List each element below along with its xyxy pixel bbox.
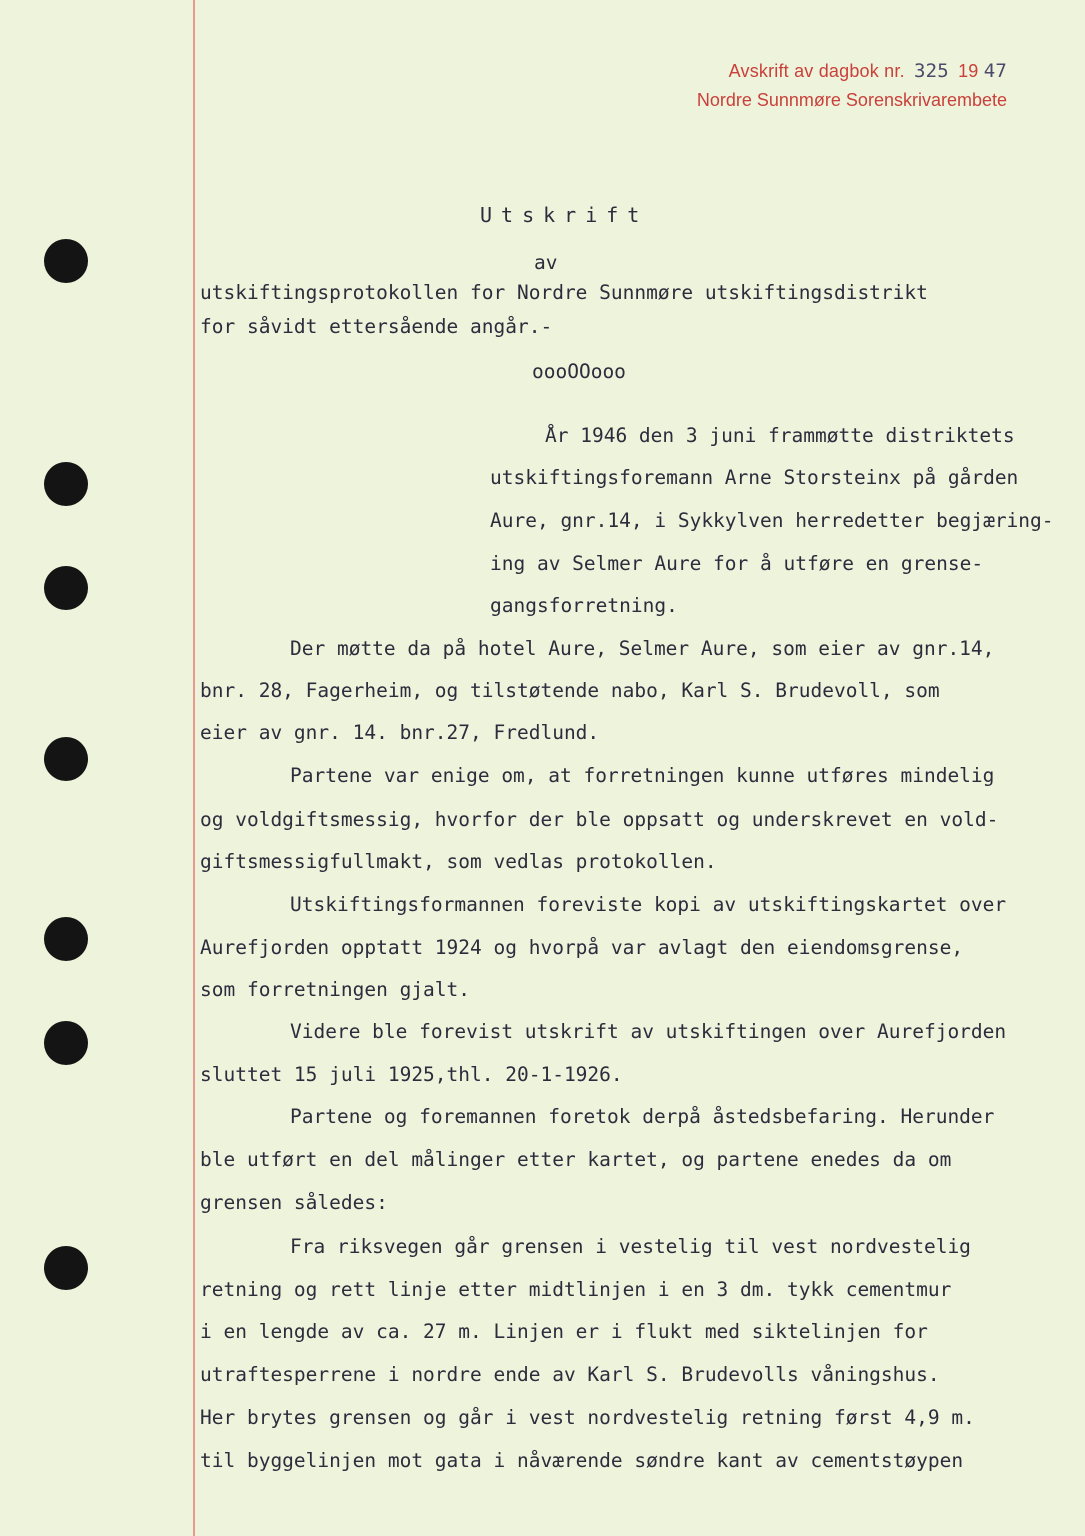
text-line: i en lengde av ca. 27 m. Linjen er i flukt med siktelinjen for [200, 1320, 928, 1343]
text-line: År 1946 den 3 juni frammøtte distriktets [545, 424, 1015, 447]
text-line: Der møtte da på hotel Aure, Selmer Aure, som eier av gnr.14, [290, 637, 995, 660]
year-suffix: 47 [983, 60, 1007, 82]
text-line: gangsforretning. [490, 594, 678, 617]
punch-hole [44, 462, 88, 506]
text-line: bnr. 28, Fagerheim, og tilstøtende nabo, Karl S. Brudevoll, som [200, 679, 940, 702]
punch-hole [44, 566, 88, 610]
text-line: retning og rett linje etter midtlinjen i en 3 dm. tykk cementmur [200, 1278, 952, 1301]
punch-hole [44, 1246, 88, 1290]
separator-line: oooOOooo [532, 360, 626, 383]
text-line: Partene og foremannen foretok derpå åstedsbefaring. Herunder [290, 1105, 995, 1128]
punch-hole [44, 917, 88, 961]
document-title: Utskrift [480, 203, 649, 227]
dagbok-header [729, 60, 1007, 82]
document-subtitle: av [534, 251, 558, 274]
text-line: ing av Selmer Aure for å utføre en grense- [490, 552, 984, 575]
text-line: sluttet 15 juli 1925,thl. 20-1-1926. [200, 1063, 623, 1086]
text-line: ble utført en del målinger etter kartet, og partene enedes da om [200, 1148, 952, 1171]
text-line: Videre ble forevist utskrift av utskiftingen over Aurefjorden [290, 1020, 1007, 1043]
text-line: utskiftingsprotokollen for Nordre Sunnmøre utskiftingsdistrikt [200, 281, 928, 304]
office-name: Nordre Sunnmøre Sorenskrivarembete [696, 90, 1007, 110]
text-line: utraftesperrene i nordre ende av Karl S. Brudevolls våningshus. [200, 1363, 940, 1386]
text-line: og voldgiftsmessig, hvorfor der ble oppsatt og underskrevet en vold- [200, 808, 999, 831]
text-line: Partene var enige om, at forretningen kunne utføres mindelig [290, 764, 995, 787]
text-line: giftsmessigfullmakt, som vedlas protokollen. [200, 850, 717, 873]
text-line: Aure, gnr.14, i Sykkylven herredetter begjæring- [490, 509, 1054, 532]
text-line: utskiftingsforemann Arne Storsteinx på gården [490, 466, 1019, 489]
text-line: Fra riksvegen går grensen i vestelig til vest nordvestelig [290, 1235, 971, 1258]
text-line: eier av gnr. 14. bnr.27, Fredlund. [200, 721, 600, 744]
text-line: til byggelinjen mot gata i nåværende søndre kant av cementstøypen [200, 1449, 964, 1472]
punch-hole [44, 239, 88, 283]
text-line: Utskiftingsformannen foreviste kopi av utskiftingskartet over [290, 893, 1007, 916]
text-line: for såvidt ettersående angår.- [200, 315, 553, 338]
punch-hole [44, 737, 88, 781]
margin-rule [193, 0, 195, 1536]
text-line: grensen således: [200, 1191, 388, 1214]
year-prefix: 19 [958, 61, 979, 81]
dagbok-number: 325 [913, 60, 949, 82]
text-line: Aurefjorden opptatt 1924 og hvorpå var avlagt den eiendomsgrense, [200, 936, 964, 959]
punch-hole [44, 1021, 88, 1065]
dagbok-label: Avskrift av dagbok nr. [728, 61, 905, 81]
text-line: som forretningen gjalt. [200, 978, 471, 1001]
text-line: Her brytes grensen og går i vest nordvestelig retning først 4,9 m. [200, 1406, 975, 1429]
